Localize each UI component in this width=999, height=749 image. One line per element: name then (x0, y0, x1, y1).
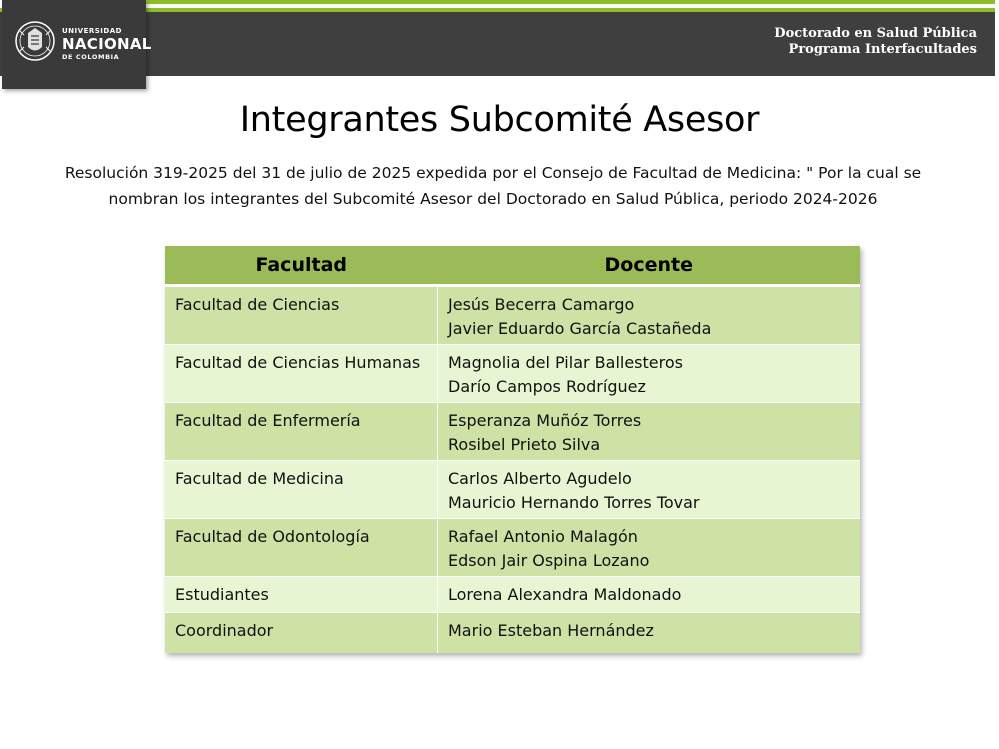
university-logo (2, 0, 152, 89)
header-facultad: Facultad (165, 246, 438, 286)
table-row (165, 577, 860, 613)
header-accent-line (146, 0, 995, 4)
docente-cell (438, 403, 861, 461)
program-line-1: Doctorado en Salud Pública (774, 26, 977, 41)
resolution-text: Resolución 319-2025 del 31 de julio de 2025 expedida por el Consejo de Facultad de Medicina: " Por la cual se nombran los integrantes del Subcomité Asesor del Doctorado en Salud Pública, periodo 2024-2026 (64, 164, 922, 208)
page-title: Integrantes Subcomité Asesor (239, 100, 760, 140)
docente-cell (438, 461, 861, 519)
docente-cell (438, 345, 861, 403)
table-row (165, 286, 860, 345)
docente-cell (438, 519, 861, 577)
table-row (165, 461, 860, 519)
table-header-row (165, 246, 860, 286)
table-row (165, 519, 860, 577)
table-row (165, 613, 860, 654)
docente-name: Rafael Antonio Malagón (448, 527, 638, 546)
program-line-2: Programa Interfacultades (788, 42, 977, 57)
facultad-cell: Facultad de Enfermería (165, 403, 438, 461)
program-name (774, 26, 977, 58)
docente-name: Darío Campos Rodríguez (448, 377, 646, 396)
docente-cell (438, 286, 861, 345)
docente-name: Magnolia del Pilar Ballesteros (448, 353, 683, 372)
logo-line-nacional: NACIONAL (62, 35, 152, 53)
docente-name: Rosibel Prieto Silva (448, 435, 601, 454)
docente-name: Mauricio Hernando Torres Tovar (448, 493, 700, 512)
docente-name: Lorena Alexandra Maldonado (448, 585, 682, 604)
docente-name: Carlos Alberto Agudelo (448, 469, 632, 488)
members-table (165, 246, 860, 653)
docente-name: Javier Eduardo García Castañeda (448, 319, 712, 338)
docente-cell (438, 577, 861, 613)
logo-line-universidad: UNIVERSIDAD (62, 27, 122, 35)
university-seal-icon (14, 17, 56, 67)
logo-line-colombia: DE COLOMBIA (62, 53, 120, 61)
header-docente: Docente (438, 246, 861, 286)
docente-name: Esperanza Muñóz Torres (448, 411, 642, 430)
facultad-cell: Estudiantes (165, 577, 438, 613)
docente-cell (438, 613, 861, 654)
docente-name: Mario Esteban Hernández (448, 621, 654, 640)
facultad-cell: Facultad de Ciencias (165, 286, 438, 345)
facultad-cell: Facultad de Odontología (165, 519, 438, 577)
facultad-cell: Coordinador (165, 613, 438, 654)
docente-name: Jesús Becerra Camargo (448, 295, 635, 314)
table-row (165, 403, 860, 461)
logo-text (62, 28, 152, 61)
facultad-cell: Facultad de Ciencias Humanas (165, 345, 438, 403)
facultad-cell: Facultad de Medicina (165, 461, 438, 519)
table-row (165, 345, 860, 403)
docente-name: Edson Jair Ospina Lozano (448, 551, 650, 570)
